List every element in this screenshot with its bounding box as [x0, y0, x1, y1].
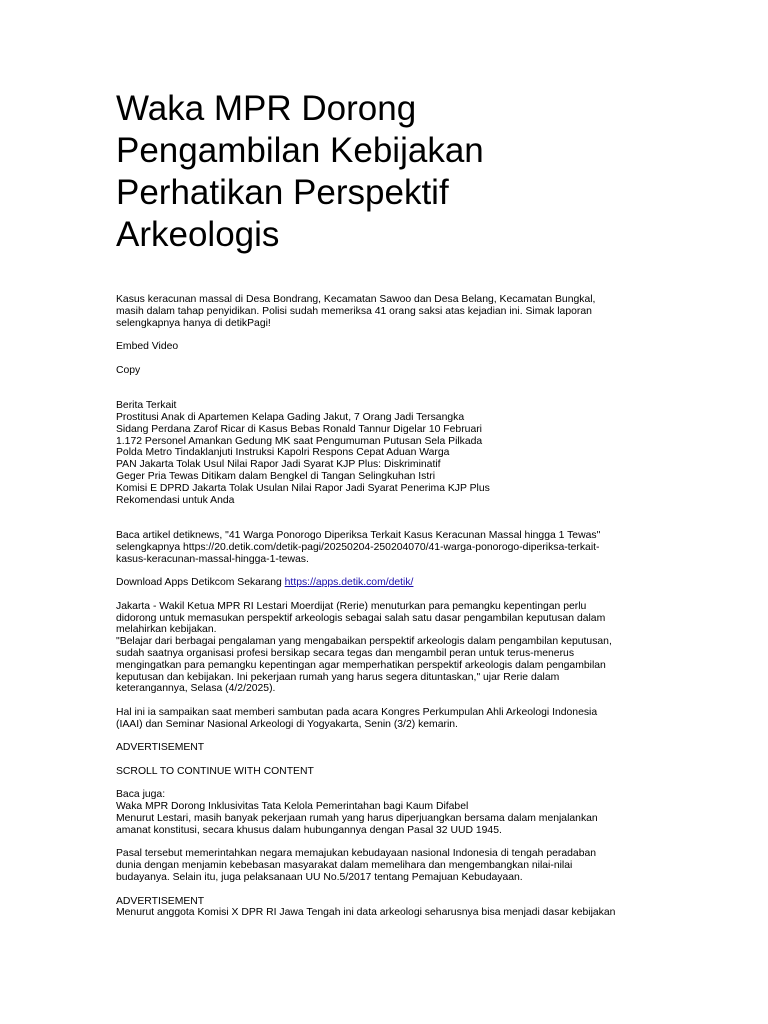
read-article-line: selengkapnya https://20.detik.com/detik-pagi/20250204-250204070/41-warga-ponorogo-diperiksa-terkait- [116, 541, 600, 553]
paragraph-line: budayanya. Selain itu, juga pelaksanaan UU No.5/2017 tentang Pemajuan Kebudayaan. [116, 872, 523, 884]
title-line: Waka MPR Dorong [116, 89, 417, 128]
paragraph-line: dunia dengan menjamin kebebasan masyarakat dalam memelihara dan mengembangkan nilai-nilai [116, 860, 573, 872]
recommendation-heading: Rekomendasi untuk Anda [116, 494, 235, 506]
advertisement-label: ADVERTISEMENT [116, 742, 205, 754]
lead-paragraph [116, 294, 656, 329]
baca-juga-link[interactable]: Waka MPR Dorong Inklusivitas Tata Kelola Pemerintahan bagi Kaum Difabel [116, 801, 469, 813]
lead-line: selengkapnya hanya di detikPagi! [116, 317, 271, 329]
paragraph-line: "Belajar dari berbagai pengalaman yang mengabaikan perspektif arkeologis dalam pengambilan keputusan, [116, 636, 612, 648]
paragraph-line: didorong untuk memasukan perspektif arkeologis sebagai salah satu dasar pengambilan keputusan dalam [116, 612, 606, 624]
read-article-line: kasus-keracunan-massal-hingga-1-tewas. [116, 553, 309, 565]
related-heading: Berita Terkait [116, 400, 177, 412]
paragraph-line: Menurut anggota Komisi X DPR RI Jawa Tengah ini data arkeologi seharusnya bisa menjadi dasar kebijakan [116, 907, 616, 919]
article-body [116, 294, 656, 919]
related-item[interactable]: Komisi E DPRD Jakarta Tolak Usulan Nilai Rapor Jadi Syarat Penerima KJP Plus [116, 482, 490, 494]
paragraph-line: Jakarta - Wakil Ketua MPR RI Lestari Moerdijat (Rerie) menuturkan para pemangku kepentingan perlu [116, 600, 587, 612]
paragraph-line: melahirkan kebijakan. [116, 624, 217, 636]
body-paragraph [116, 707, 656, 731]
paragraph-line: keterangannya, Selasa (4/2/2025). [116, 683, 276, 695]
related-item[interactable]: Geger Pria Tewas Ditikam dalam Bengkel di Tangan Selingkuhan Istri [116, 470, 436, 482]
body-paragraph [116, 907, 656, 919]
paragraph-line: keputusan dan kebijakan. Ini pekerjaan rumah yang harus segera dituntaskan," ujar Rerie dalam [116, 671, 560, 683]
paragraph-line: mengingatkan para pemangku kepentingan agar memperhatikan perspektif arkeologis dalam pengambilan [116, 659, 606, 671]
related-item[interactable]: Sidang Perdana Zarof Ricar di Kasus Bebas Ronald Tannur Digelar 10 Februari [116, 423, 482, 435]
related-item[interactable]: PAN Jakarta Tolak Usul Nilai Rapor Jadi Syarat KJP Plus: Diskriminatif [116, 459, 441, 471]
related-news [116, 400, 656, 506]
title-line: Arkeologis [116, 215, 280, 254]
advertisement-label: ADVERTISEMENT [116, 895, 205, 907]
copy-button[interactable]: Copy [116, 364, 141, 376]
body-paragraph [116, 601, 656, 695]
read-article-paragraph [116, 530, 656, 565]
related-item[interactable]: Polda Metro Tindaklanjuti Instruksi Kapolri Respons Cepat Aduan Warga [116, 447, 450, 459]
download-apps-link[interactable]: https://apps.detik.com/detik/ [284, 577, 414, 589]
paragraph-line: amanat konstitusi, secara khusus dalam hubungannya dengan Pasal 32 UUD 1945. [116, 824, 502, 836]
body-paragraph [116, 813, 656, 837]
read-article-line: Baca artikel detiknews, "41 Warga Ponorogo Diperiksa Terkait Kasus Keracunan Massal hingga 1 Tewas" [116, 529, 601, 541]
download-apps-paragraph [116, 577, 656, 589]
embed-video-button[interactable]: Embed Video [116, 341, 179, 353]
baca-juga-heading: Baca juga: [116, 789, 166, 801]
paragraph-line: sudah saatnya organisasi profesi bersikap secara tegas dan mengambil peran untuk terus-menerus [116, 647, 575, 659]
body-paragraph [116, 848, 656, 883]
paragraph-line: Hal ini ia sampaikan saat memberi sambutan pada acara Kongres Perkumpulan Ahli Arkeologi Indonesia [116, 706, 598, 718]
related-item[interactable]: 1.172 Personel Amankan Gedung MK saat Pengumuman Putusan Sela Pilkada [116, 435, 483, 447]
paragraph-line: Pasal tersebut memerintahkan negara memajukan kebudayaan nasional Indonesia di tengah peradaban [116, 848, 597, 860]
scroll-continue-label: SCROLL TO CONTINUE WITH CONTENT [116, 765, 314, 777]
lead-line: Kasus keracunan massal di Desa Bondrang, Kecamatan Sawoo dan Desa Belang, Kecamatan Bungkal, [116, 294, 596, 305]
title-line: Perhatikan Perspektif [116, 173, 449, 212]
related-item[interactable]: Prostitusi Anak di Apartemen Kelapa Gading Jakut, 7 Orang Jadi Tersangka [116, 411, 465, 423]
paragraph-line: (IAAI) dan Seminar Nasional Arkeologi di Yogyakarta, Senin (3/2) kemarin. [116, 718, 458, 730]
article-page [116, 88, 656, 919]
article-title [116, 88, 656, 256]
lead-line: masih dalam tahap penyidikan. Polisi sudah memeriksa 41 orang saksi atas kejadian ini. Simak laporan [116, 305, 592, 317]
paragraph-line: Menurut Lestari, masih banyak pekerjaan rumah yang harus diperjuangkan bersama dalam menjalankan [116, 813, 598, 825]
download-text: Download Apps Detikcom Sekarang [116, 577, 285, 589]
title-line: Pengambilan Kebijakan [116, 131, 484, 170]
